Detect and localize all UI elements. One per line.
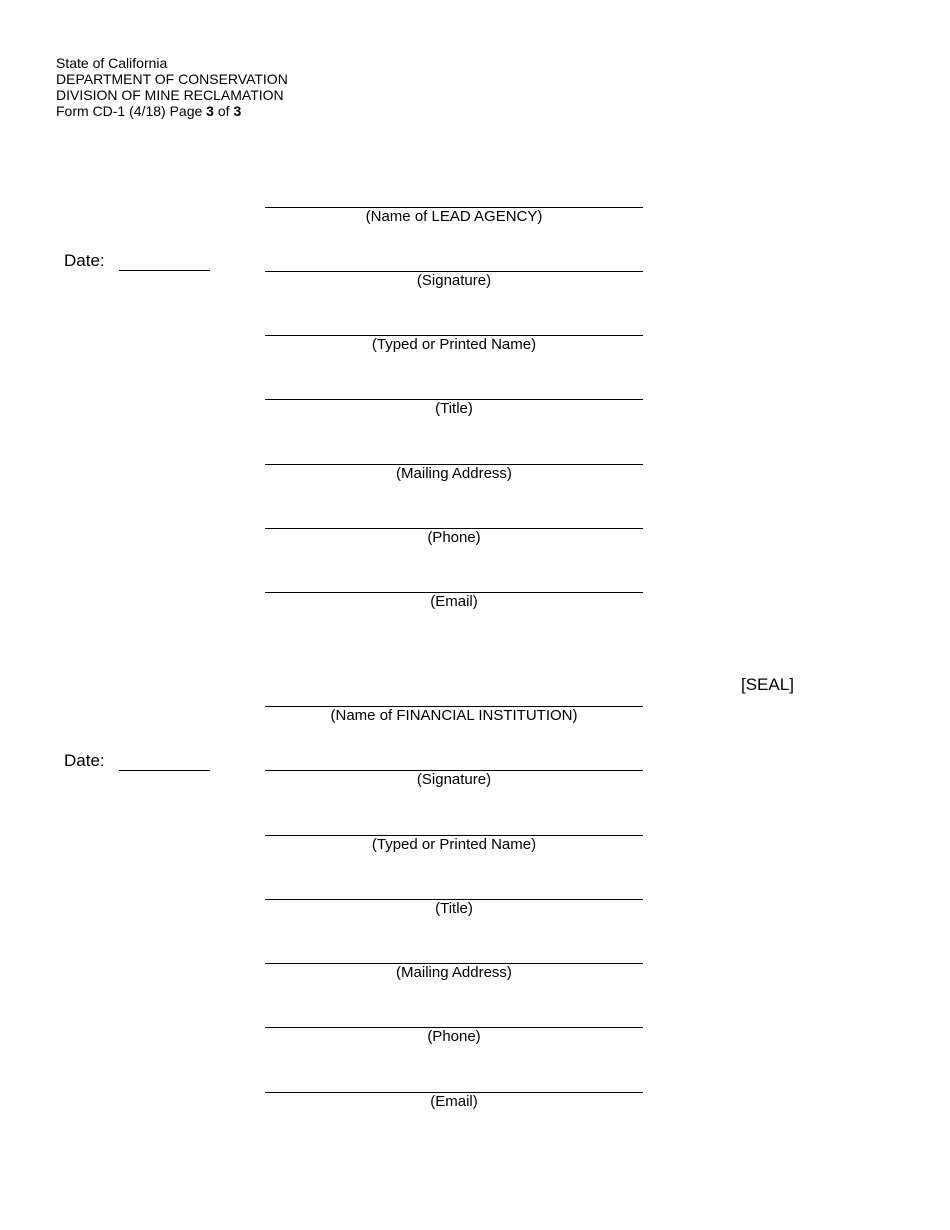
financial-institution-printed-name-caption: (Typed or Printed Name) [371, 836, 537, 853]
lead-agency-name-caption: (Name of LEAD AGENCY) [365, 208, 543, 225]
lead-agency-title-caption: (Title) [435, 400, 473, 417]
form-page-info [56, 103, 288, 119]
page-total: 3 [233, 103, 242, 119]
lead-agency-date-field[interactable] [119, 270, 210, 271]
financial-institution-date-label: Date: [64, 751, 105, 770]
financial-institution-address-caption: (Mailing Address) [396, 964, 512, 981]
department-name: DEPARTMENT OF CONSERVATION [56, 71, 288, 87]
financial-institution-date-field[interactable] [119, 770, 210, 771]
financial-institution-phone-caption: (Phone) [427, 1028, 481, 1045]
state-name: State of California [56, 55, 168, 71]
lead-agency-signature-caption: (Signature) [416, 272, 492, 289]
financial-institution-signature-caption: (Signature) [416, 771, 492, 788]
division-name: DIVISION OF MINE RECLAMATION [56, 87, 284, 103]
financial-institution-title-caption: (Title) [435, 900, 473, 917]
lead-agency-date-label: Date: [64, 251, 105, 270]
lead-agency-email-caption: (Email) [430, 593, 478, 610]
form-prefix: Form CD-1 (4/18) Page [56, 103, 207, 119]
lead-agency-address-caption: (Mailing Address) [396, 465, 512, 482]
seal-label: [SEAL] [741, 675, 794, 694]
form-header [56, 55, 288, 119]
page-current: 3 [206, 103, 214, 119]
lead-agency-phone-caption: (Phone) [427, 529, 481, 546]
financial-institution-name-caption: (Name of FINANCIAL INSTITUTION) [330, 707, 578, 724]
lead-agency-printed-name-caption: (Typed or Printed Name) [371, 336, 537, 353]
page-of: of [213, 103, 234, 119]
financial-institution-email-caption: (Email) [430, 1093, 478, 1110]
